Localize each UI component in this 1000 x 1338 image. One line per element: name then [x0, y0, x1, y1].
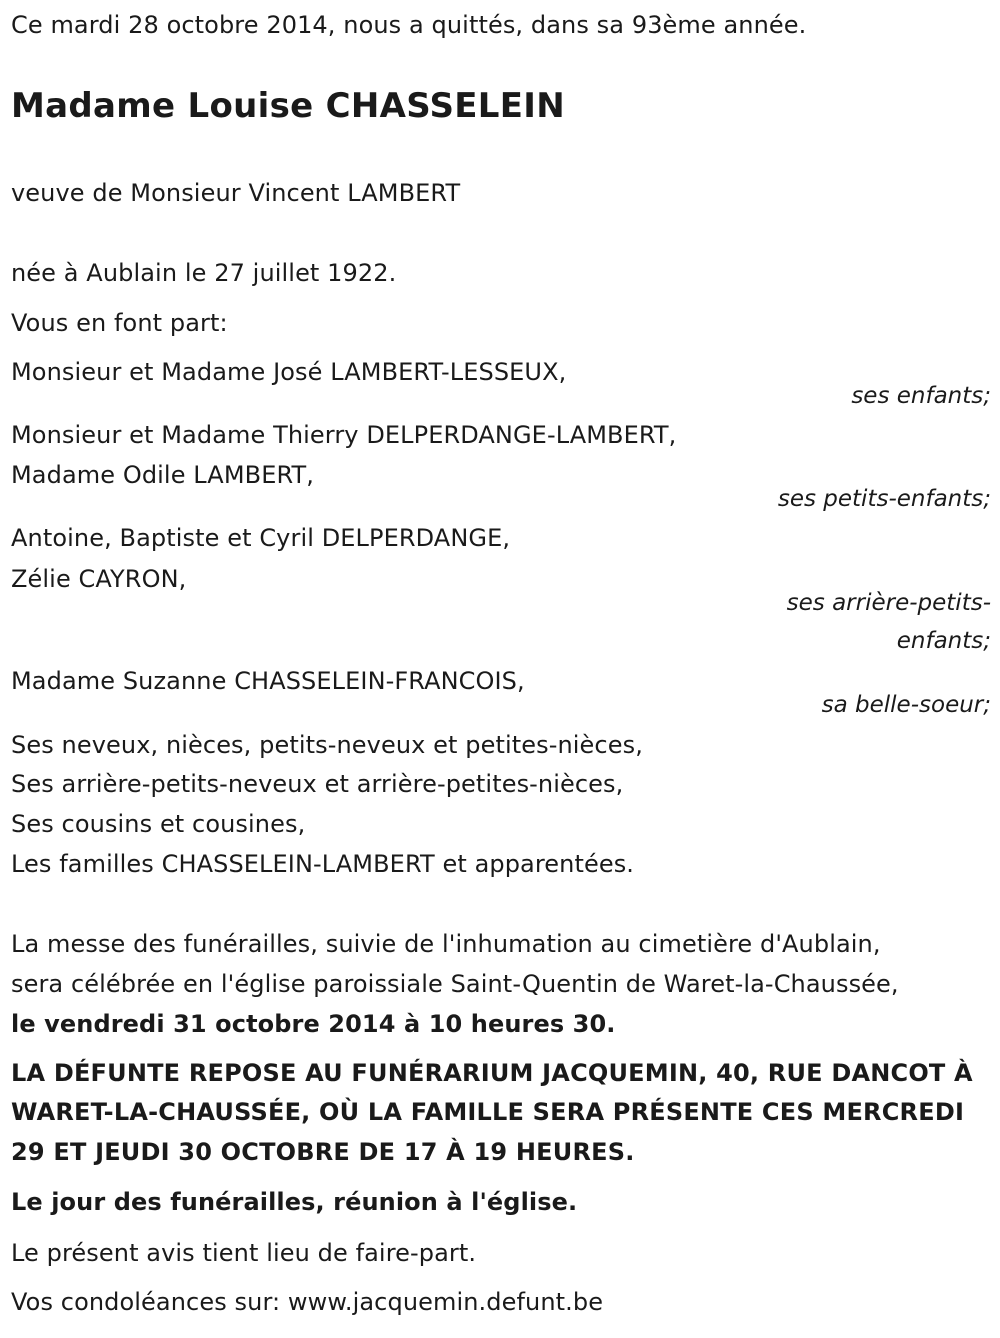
great-grandchildren-name: Zélie CAYRON,: [11, 565, 187, 593]
grandchildren-name: Madame Odile LAMBERT,: [11, 461, 314, 489]
announce-text: Vous en font part:: [11, 309, 228, 337]
funeral-text-1: La messe des funérailles, suivie de l'inhumation au cimetière d'Aublain,: [11, 930, 881, 958]
grandchildren-name: Monsieur et Madame Thierry DELPERDANGE-LAMBERT,: [11, 421, 677, 449]
funeral-date: le vendredi 31 octobre 2014 à 10 heures 30.: [11, 1010, 616, 1038]
meeting-text: Le jour des funérailles, réunion à l'église.: [11, 1188, 578, 1216]
sister-in-law-name: Madame Suzanne CHASSELEIN-FRANCOIS,: [11, 667, 525, 695]
viewing-text-3: 29 ET JEUDI 30 OCTOBRE DE 17 À 19 HEURES.: [11, 1138, 635, 1166]
notice-text: Le présent avis tient lieu de faire-part.: [11, 1239, 477, 1267]
birth-text: née à Aublain le 27 juillet 1922.: [11, 259, 397, 287]
great-grandchildren-name: Antoine, Baptiste et Cyril DELPERDANGE,: [11, 524, 511, 552]
grandchildren-relation: ses petits-enfants;: [777, 486, 991, 512]
family-others-line: Les familles CHASSELEIN-LAMBERT et apparentées.: [11, 850, 635, 878]
great-grandchildren-relation-1: ses arrière-petits-: [786, 590, 991, 616]
widow-of-text: veuve de Monsieur Vincent LAMBERT: [11, 179, 461, 207]
viewing-text-2: WARET-LA-CHAUSSÉE, OÙ LA FAMILLE SERA PRÉSENTE CES MERCREDI: [11, 1098, 965, 1126]
children-name: Monsieur et Madame José LAMBERT-LESSEUX,: [11, 358, 567, 386]
deceased-name: Madame Louise CHASSELEIN: [11, 86, 565, 126]
sister-in-law-relation: sa belle-soeur;: [821, 692, 991, 718]
intro-text: Ce mardi 28 octobre 2014, nous a quittés, dans sa 93ème année.: [11, 11, 807, 39]
funeral-text-2: sera célébrée en l'église paroissiale Saint-Quentin de Waret-la-Chaussée,: [11, 970, 899, 998]
great-grandchildren-relation-2: enfants;: [896, 628, 991, 654]
family-others-line: Ses neveux, nièces, petits-neveux et petites-nièces,: [11, 731, 643, 759]
viewing-text-1: LA DÉFUNTE REPOSE AU FUNÉRARIUM JACQUEMIN, 40, RUE DANCOT À: [11, 1059, 973, 1087]
children-relation: ses enfants;: [851, 383, 991, 409]
family-others-line: Ses arrière-petits-neveux et arrière-petites-nièces,: [11, 770, 624, 798]
family-others-line: Ses cousins et cousines,: [11, 810, 306, 838]
condolences-text: Vos condoléances sur: www.jacquemin.defunt.be: [11, 1288, 604, 1316]
